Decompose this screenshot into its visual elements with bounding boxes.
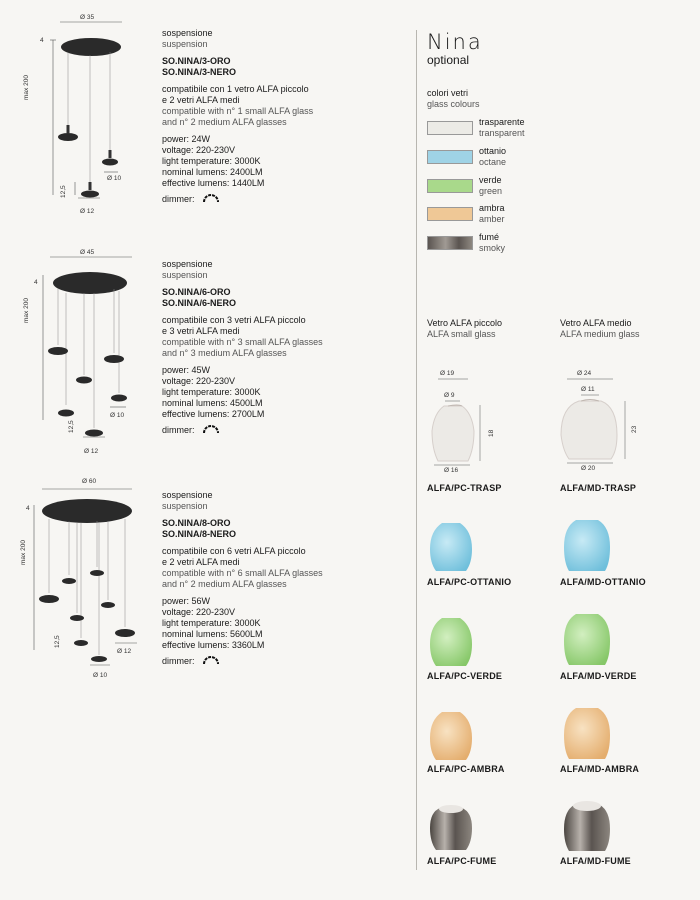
glass-small-title xyxy=(427,318,502,340)
dim-top: 4 xyxy=(40,37,44,44)
spec-power: power: 24W xyxy=(162,134,211,144)
spec-power: power: 45W xyxy=(162,365,211,375)
glass-code-md-ambra: ALFA/MD-AMBRA xyxy=(560,764,640,774)
dimmer-icon xyxy=(202,193,220,203)
dim-top: 4 xyxy=(34,279,38,286)
dim-top: 4 xyxy=(26,505,30,512)
glass-code-pc-ottanio: ALFA/PC-OTTANIO xyxy=(427,577,512,587)
page-title: Nina xyxy=(427,30,483,54)
color-swatch xyxy=(427,121,473,135)
color-swatch xyxy=(427,150,473,164)
dim-bottom: Ø 10 xyxy=(93,672,108,679)
glass-code-pc-ambra: ALFA/PC-AMBRA xyxy=(427,764,505,774)
dim-diameter: Ø 35 xyxy=(80,14,95,21)
dim-small: Ø 10 xyxy=(107,175,122,182)
dim-inner: Ø 9 xyxy=(444,392,455,399)
spec-temp: light temperature: 3000K xyxy=(162,156,261,166)
type-it: sospensione xyxy=(162,28,213,38)
spec-power: power: 56W xyxy=(162,596,211,606)
product-2-info xyxy=(162,259,323,438)
compat-en-1: compatible with n° 6 small ALFA glasses xyxy=(162,568,323,578)
vertical-divider xyxy=(416,30,417,870)
spec-temp: light temperature: 3000K xyxy=(162,387,261,397)
color-name-it: trasparente xyxy=(479,117,525,127)
spec-effective: effective lumens: 3360LM xyxy=(162,640,265,650)
dim-height: max 200 xyxy=(23,298,30,323)
type-it: sospensione xyxy=(162,259,213,269)
color-name-en: transparent xyxy=(479,128,525,138)
spec-effective: effective lumens: 2700LM xyxy=(162,409,265,419)
dim-top: Ø 19 xyxy=(440,370,455,377)
spec-nominal: nominal lumens: 5600LM xyxy=(162,629,263,639)
dimmer-icon xyxy=(202,424,220,434)
type-it: sospensione xyxy=(162,490,213,500)
compat-en-1: compatible with n° 1 small ALFA glass xyxy=(162,106,314,116)
color-name-it: ottanio xyxy=(479,146,507,156)
glass-code-pc-verde: ALFA/PC-VERDE xyxy=(427,671,503,681)
type-en: suspension xyxy=(162,501,208,511)
color-swatch xyxy=(427,207,473,221)
dim-inner: Ø 11 xyxy=(581,386,595,393)
dim-diameter: Ø 45 xyxy=(80,249,95,256)
spec-nominal: nominal lumens: 2400LM xyxy=(162,167,263,177)
compat-en-2: and n° 2 medium ALFA glasses xyxy=(162,579,287,589)
color-name-en: amber xyxy=(479,214,505,224)
dim-pendant-height: 12,5 xyxy=(54,635,61,648)
glass-medium-green xyxy=(562,611,612,667)
colors-title-en: glass colours xyxy=(427,99,480,109)
glass-small-smoky xyxy=(428,802,474,852)
spec-dimmer: dimmer: xyxy=(162,194,195,204)
colors-title-it: colori vetri xyxy=(427,88,469,98)
color-swatch xyxy=(427,179,473,193)
code-oro: SO.NINA/8-ORO xyxy=(162,518,231,528)
product-2-drawing xyxy=(20,245,150,465)
product-3-drawing xyxy=(20,475,150,690)
color-name-en: smoky xyxy=(479,243,506,253)
glass-small-octane xyxy=(428,521,474,573)
color-name-it: verde xyxy=(479,175,502,185)
compat-it-1: compatibile con 3 vetri ALFA piccolo xyxy=(162,315,306,325)
color-name-en: green xyxy=(479,186,503,196)
dim-top: Ø 24 xyxy=(577,370,592,377)
glass-medium-amber xyxy=(562,705,612,761)
glass-medium-smoky xyxy=(562,797,612,853)
dim-height: 23 xyxy=(631,425,638,433)
spec-voltage: voltage: 220-230V xyxy=(162,376,236,386)
code-oro: SO.NINA/3-ORO xyxy=(162,56,231,66)
color-name-it: fumé xyxy=(479,232,500,242)
page-subtitle: optional xyxy=(427,53,470,67)
spec-voltage: voltage: 220-230V xyxy=(162,145,236,155)
code-nero: SO.NINA/8-NERO xyxy=(162,529,237,539)
compat-it-1: compatibile con 1 vetro ALFA piccolo xyxy=(162,84,309,94)
spec-temp: light temperature: 3000K xyxy=(162,618,261,628)
glass-code-md-verde: ALFA/MD-VERDE xyxy=(560,671,637,681)
compat-en-1: compatible with n° 3 small ALFA glasses xyxy=(162,337,323,347)
dim-height: max 200 xyxy=(23,75,30,100)
code-nero: SO.NINA/3-NERO xyxy=(162,67,237,77)
glass-code-pc-fume: ALFA/PC-FUME xyxy=(427,856,497,866)
colors-section xyxy=(427,88,480,110)
compat-it-2: e 3 vetri ALFA medi xyxy=(162,326,240,336)
spec-voltage: voltage: 220-230V xyxy=(162,607,236,617)
glass-small-title-it: Vetro ALFA piccolo xyxy=(427,318,503,328)
glass-code-md-ottanio: ALFA/MD-OTTANIO xyxy=(560,577,646,587)
compat-it-2: e 2 vetri ALFA medi xyxy=(162,95,240,105)
compat-it-1: compatibile con 6 vetri ALFA piccolo xyxy=(162,546,306,556)
spec-dimmer: dimmer: xyxy=(162,656,195,666)
color-swatch xyxy=(427,236,473,250)
dim-bottom: Ø 12 xyxy=(80,208,95,215)
product-1-info xyxy=(162,28,313,207)
glass-medium-title-en: ALFA medium glass xyxy=(560,329,640,339)
dim-small: Ø 10 xyxy=(110,412,125,419)
dim-bottom: Ø 20 xyxy=(581,465,596,472)
dim-small: Ø 12 xyxy=(117,648,132,655)
spec-effective: effective lumens: 1440LM xyxy=(162,178,265,188)
product-1-drawing xyxy=(20,10,150,225)
dimmer-icon xyxy=(202,655,220,665)
code-oro: SO.NINA/6-ORO xyxy=(162,287,231,297)
dim-pendant-height: 12,5 xyxy=(60,185,67,198)
type-en: suspension xyxy=(162,39,208,49)
glass-code-md-trasp: ALFA/MD-TRASP xyxy=(560,483,637,493)
glass-small-title-en: ALFA small glass xyxy=(427,329,496,339)
product-3-info xyxy=(162,490,323,669)
type-en: suspension xyxy=(162,270,208,280)
spec-dimmer: dimmer: xyxy=(162,425,195,435)
glass-medium-title-it: Vetro ALFA medio xyxy=(560,318,632,328)
glass-code-pc-trasp: ALFA/PC-TRASP xyxy=(427,483,502,493)
glass-medium-transparent xyxy=(555,365,665,475)
compat-en-2: and n° 2 medium ALFA glasses xyxy=(162,117,287,127)
dim-diameter: Ø 60 xyxy=(82,478,97,485)
compat-en-2: and n° 3 medium ALFA glasses xyxy=(162,348,287,358)
dim-bottom: Ø 12 xyxy=(84,448,99,455)
glass-medium-octane xyxy=(562,517,612,573)
glass-code-md-fume: ALFA/MD-FUME xyxy=(560,856,631,866)
glass-small-transparent xyxy=(420,365,520,475)
dim-height: max 200 xyxy=(20,540,27,565)
glass-small-green xyxy=(428,616,474,668)
spec-nominal: nominal lumens: 4500LM xyxy=(162,398,263,408)
color-name-en: octane xyxy=(479,157,507,167)
dim-pendant-height: 12,5 xyxy=(68,420,75,433)
glass-medium-title xyxy=(560,318,640,340)
dim-bottom: Ø 16 xyxy=(444,467,459,474)
compat-it-2: e 2 vetri ALFA medi xyxy=(162,557,240,567)
glass-small-amber xyxy=(428,710,474,762)
code-nero: SO.NINA/6-NERO xyxy=(162,298,237,308)
dim-height: 18 xyxy=(488,429,495,437)
color-name-it: ambra xyxy=(479,203,505,213)
